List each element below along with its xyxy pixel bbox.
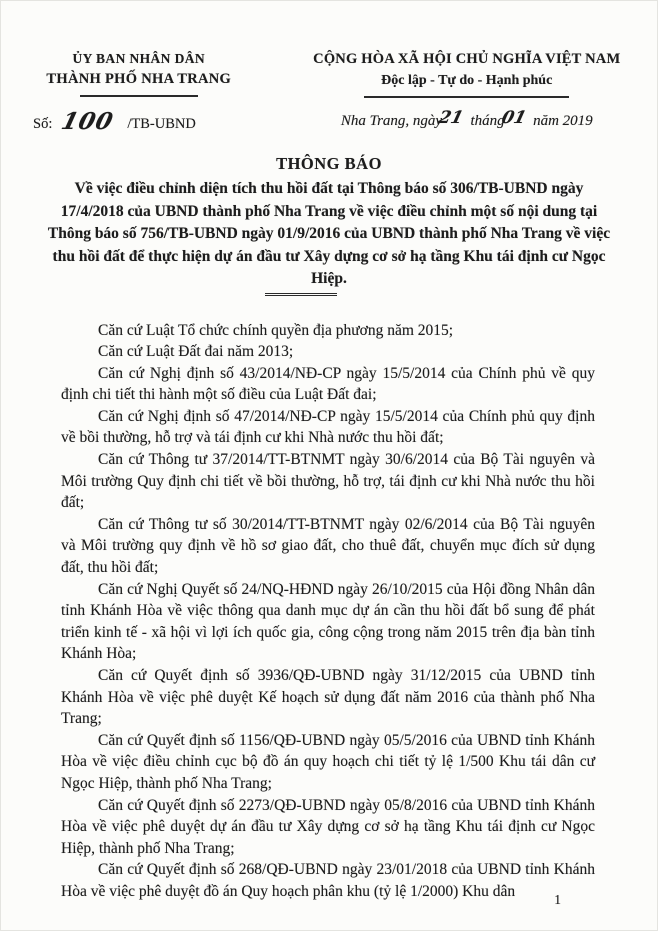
motto-underline-rule (364, 96, 569, 98)
issuing-org-block (1, 51, 277, 134)
doc-number-value-handwritten: 100 (58, 108, 117, 135)
doc-body (1, 320, 657, 903)
page-number: 1 (554, 892, 561, 907)
date-day-handwritten: 21 (436, 108, 466, 128)
date-year-suffix: năm 2019 (533, 113, 593, 129)
legal-basis-paragraph: Căn cứ Quyết định số 268/QĐ-UBND ngày 23/01/2018 của UBND tỉnh Khánh Hòa về việc phê duyệt đồ án Quy hoạch phân khu (tỷ lệ 1/2000) Khu dân (61, 861, 595, 900)
national-header-block (277, 51, 657, 130)
org-name-line2: THÀNH PHỐ NHA TRANG (46, 71, 232, 87)
national-motto-line2: Độc lập - Tự do - Hạnh phúc (381, 73, 553, 88)
date-place-line (277, 110, 657, 130)
national-motto-line1: CỘNG HÒA XÃ HỘI CHỦ NGHĨA VIỆT NAM (313, 51, 621, 67)
legal-basis-paragraph: Căn cứ Thông tư 37/2014/TT-BTNMT ngày 30/6/2014 của Bộ Tài nguyên và Môi trường Quy định chi tiết về bồi thường, hỗ trợ, tái định cư khi Nhà nước thu hồi đất; (61, 451, 595, 512)
doc-header (1, 1, 657, 134)
legal-basis-paragraph: Căn cứ Luật Tổ chức chính quyền địa phương năm 2015; (98, 321, 454, 339)
legal-basis-paragraph: Căn cứ Nghị định số 47/2014/NĐ-CP ngày 15/5/2014 của Chính phủ quy định về bồi thường, hỗ trợ và tái định cư khi Nhà nước thu hồi đất; (61, 407, 595, 447)
doc-number-suffix: /TB-UBND (127, 116, 196, 132)
legal-basis-paragraph: Căn cứ Quyết định số 3936/QĐ-UBND ngày 31/12/2015 của UBND tỉnh Khánh Hòa về việc phê duyệt Kế hoạch sử dụng đất năm 2016 của thành phố Nha Trang; (61, 667, 595, 728)
legal-basis-paragraph: Căn cứ Quyết định số 1156/QĐ-UBND ngày 05/5/2016 của UBND tỉnh Khánh Hòa về việc điều chỉnh cục bộ đồ án quy hoạch chi tiết tỷ lệ 1/500 Khu tái dân cư Ngọc Hiệp, thành phố Nha Trang; (61, 731, 595, 792)
legal-basis-paragraph: Căn cứ Nghị định số 43/2014/NĐ-CP ngày 15/5/2014 của Chính phủ về quy định chi tiết thi hành một số điều của Luật Đất đai; (61, 364, 595, 404)
date-month-handwritten: 01 (499, 108, 528, 128)
subtitle-underline-rule (265, 293, 337, 296)
doc-title: THÔNG BÁO (276, 154, 382, 173)
legal-basis-paragraph: Căn cứ Quyết định số 2273/QĐ-UBND ngày 05/8/2016 của UBND tỉnh Khánh Hòa về việc phê duyệt dự án đầu tư Xây dựng cơ sở hạ tầng Khu tái định cư Ngọc Hiệp, thành phố Nha Trang; (61, 796, 595, 857)
doc-subtitle: Về việc điều chỉnh diện tích thu hồi đất tại Thông báo số 306/TB-UBND ngày 17/4/2018 của UBND thành phố Nha Trang về việc điều chỉnh một số nội dung tại Thông báo số 756/TB-UBND ngày 01/9/2016 của UBND thành phố Nha Trang về việc thu hồi đất để thực hiện dự án đầu tư Xây dựng cơ sở hạ tầng Khu tái định cư Ngọc Hiệp. (47, 180, 611, 287)
date-prefix: Nha Trang, ngày (340, 113, 443, 129)
doc-number-label: Số: (33, 116, 53, 132)
legal-basis-paragraph: Căn cứ Luật Đất đai năm 2013; (98, 343, 294, 361)
org-underline-rule (80, 95, 198, 97)
date-month-label: tháng (470, 113, 505, 129)
legal-basis-paragraph: Căn cứ Thông tư số 30/2014/TT-BTNMT ngày 02/6/2014 của Bộ Tài nguyên và Môi trường quy định về hồ sơ giao đất, cho thuê đất, chuyển mục đích sử dụng đất, thu hồi đất; (61, 515, 595, 577)
doc-number-line (1, 107, 277, 134)
org-name-line1: ỦY BAN NHÂN DÂN (72, 51, 206, 66)
legal-basis-paragraph: Căn cứ Nghị Quyết số 24/NQ-HĐND ngày 26/10/2015 của Hội đồng Nhân dân tỉnh Khánh Hòa về việc thông qua danh mục dự án cần thu hồi đất bổ sung để phát triển kinh tế - xã hội vì lợi ích quốc gia, công cộng trong năm 2015 trên địa bàn tỉnh Khánh Hòa; (61, 580, 595, 663)
